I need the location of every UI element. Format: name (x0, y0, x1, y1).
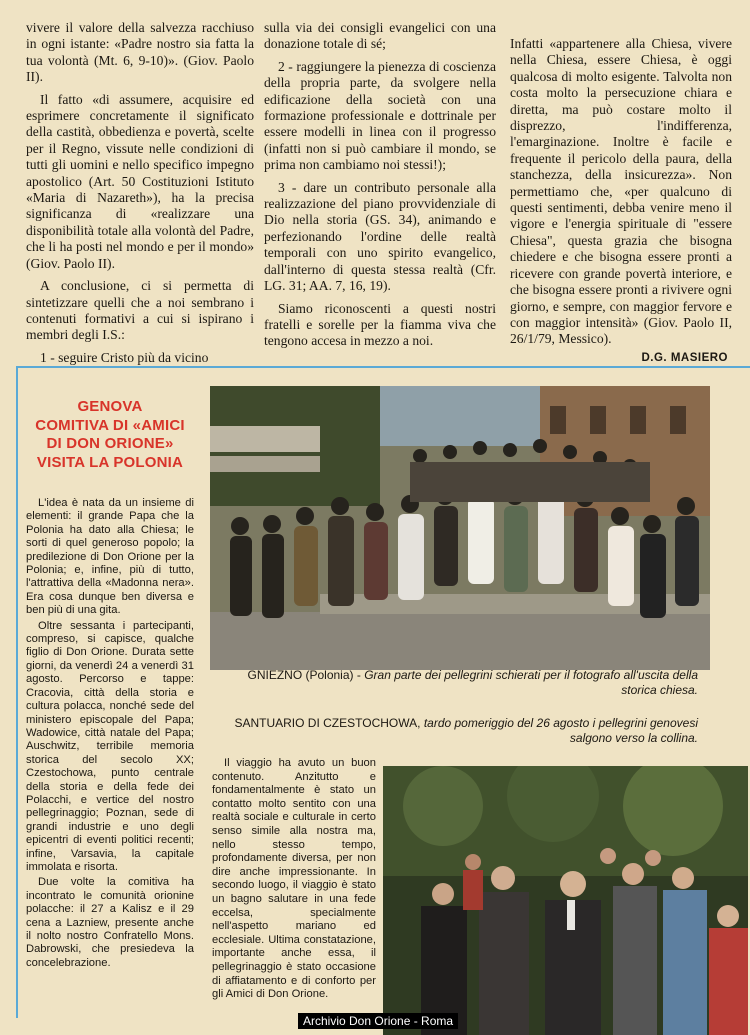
article-paragraph: Siamo riconoscenti a questi nostri fratelli e sorelle per la fiamma viva che tengono accesa in mezzo a noi. (264, 300, 496, 349)
article-paragraph: 2 - raggiungere la pienezza di coscienza della propria parte, da svolgere nella edificazione della società con una formazione professionale e dottrinale per essere modelli in linea con il progresso (infatti non si può cambiare il mondo, se prima non cambiamo noi stessi!); (264, 58, 496, 173)
article-column-2 (264, 20, 496, 356)
caption-text: tardo pomeriggio del 26 agosto i pellegrini genovesi salgono verso la collina. (423, 716, 698, 745)
article-paragraph: 3 - dare un contributo personale alla realizzazione del piano provvidenziale di Dio nella storia (GS. 34), animando e perfezionando l'ordine delle realtà temporali con uno spirito evangelico, dall'interno di questa stessa realtà (Cfr. LG. 31; AA. 7, 16, 19). (264, 179, 496, 294)
article-paragraph: A conclusione, ci si permetta di sintetizzare quelli che a noi sembrano i contenuti formativi a cui si ispirano i membri degli I.S.: (26, 278, 254, 343)
report-paragraph: Il viaggio ha avuto un buon contenuto. Anzitutto e fondamentalmente è stato un contatto molto sentito con una realtà sociale e culturale in certo senso simile alla nostra ma, nello stesso tempo, profondamente diversa, per non dire anche impressionante. In secondo luogo, il viaggio è stato un bagno salutare in una fede eccelsa, specialmente nell'aspetto mariano ed ecclesiale. Ultima constatazione, importante anche essa, il pellegrinaggio è stato occasione di affiatamento e di conforto per gli Amici di Don Orione. (212, 757, 376, 1001)
caption-place: SANTUARIO DI CZESTOCHOWA, (234, 716, 421, 730)
photo-caption-czestochowa (212, 716, 698, 746)
article-paragraph: vivere il valore della salvezza racchiuso in ogni istante: «Padre nostro sia fatta la tua volontà (Mt. 6, 9-10)». (Giov. Paolo II). (26, 20, 254, 85)
report-sidebar-text (26, 497, 194, 972)
headline-line: COMITIVA DI «AMICI (35, 416, 185, 434)
article-paragraph: sulla via dei consigli evangelici con una donazione totale di sé; (264, 20, 496, 52)
procession-photo-illustration (383, 766, 748, 1035)
article-column-1 (26, 20, 254, 372)
article-column-3 (510, 36, 732, 354)
headline-line: DI DON ORIONE» (46, 435, 174, 452)
photo-caption-gniezno (212, 668, 698, 698)
article-signature: D.G. MASIERO (641, 352, 728, 364)
article-paragraph: Il fatto «di assumere, acquisire ed esprimere concretamente il significato della castità, obbedienza e povertà, scelte per il Regno, vissute nelle condizioni di tutti gli uomini e nello specifico impegno apostolico (Art. 50 Costituzioni Istituto «Maria di Nazareth»), ha la precisa significanza di «realizzare una disponibilità totale alla volontà del Padre, che li ha posti nel mondo e per il mondo» (Giov. Paolo II). (26, 91, 254, 271)
caption-place: GNIEZNO (Polonia) - (247, 668, 361, 682)
report-paragraph: Due volte la comitiva ha incontrato le comunità orionine polacche: il 27 a Kalisz e il 29 cena a Lazniew, presente anche il nolto nostro Confratello Mons. Dabrowski, che presiedeva la concelebrazione. (26, 876, 194, 969)
article-paragraph: Infatti «appartenere alla Chiesa, vivere nella Chiesa, essere Chiesa, è oggi qualcosa di molto esigente. Talvolta non costa molto la persecuzione chiara e diretta, ma può costare molto il disprezzo, l'indifferenza, l'emarginazione. Inoltre è facile e frequente il pericolo della paura, della stanchezza, della insicurezza». Non permettiamo che, «per qualcuno di questi sentimenti, debba venire meno il vigore e l'energia spirituale di "essere Chiesa", questa grazia che bisogna chiedere e che bisogna essere pronti a ricevere con grande povertà interiore, e che bisogna essere pronti a rivivere ogni giorno, e sempre, con maggior fervore e con maggior intensità» (Giov. Paolo II, 26/1/79, Messico). (510, 36, 732, 347)
report-paragraph: Oltre sessanta i partecipanti, compreso, si capisce, qualche figlio di Don Orione. Durata sette giorni, da venerdì 24 a venerdì 31 agosto. Percorso e tappe: Cracovia, città della storia e cultura polacca, nonché sede del ministero episcopale del Papa; Wadowice, città natale del Papa; Auschwitz, terribile memoria storica del secolo XX; Czestochowa, punto centrale della storia e della fede dei Polacchi, e vertice del nostro pellegrinaggio; Poznan, sede di grandi industrie e uno degli epicentri di eventi politici recenti; infine, Varsavia, la capitale immolata e risorta. (26, 619, 194, 873)
headline-line: VISITA LA POLONIA (36, 453, 184, 471)
article-paragraph: 1 - seguire Cristo più da vicino (40, 349, 209, 365)
report-paragraph: L'idea è nata da un insieme di elementi: il grande Papa che la Polonia ha dato alla Chiesa; le sorti di quel generoso popolo; la predilezione di Don Orione per la Polonia; e, infine, più di tutto, l'attrattiva della «Madonna nera». Era cosa dunque ben diversa e ben più di una gita. (26, 497, 194, 617)
report-headline (26, 398, 194, 472)
headline-line: GENOVA (77, 398, 143, 415)
report-middle-text (212, 757, 376, 1002)
group-photo-illustration (210, 386, 710, 670)
archive-watermark: Archivio Don Orione - Roma (298, 1013, 458, 1029)
photo-czestochowa-procession (383, 766, 748, 1035)
photo-gniezno-group (210, 386, 710, 670)
caption-text: Gran parte dei pellegrini schierati per il fotografo all'uscita della storica chiesa. (364, 668, 698, 697)
